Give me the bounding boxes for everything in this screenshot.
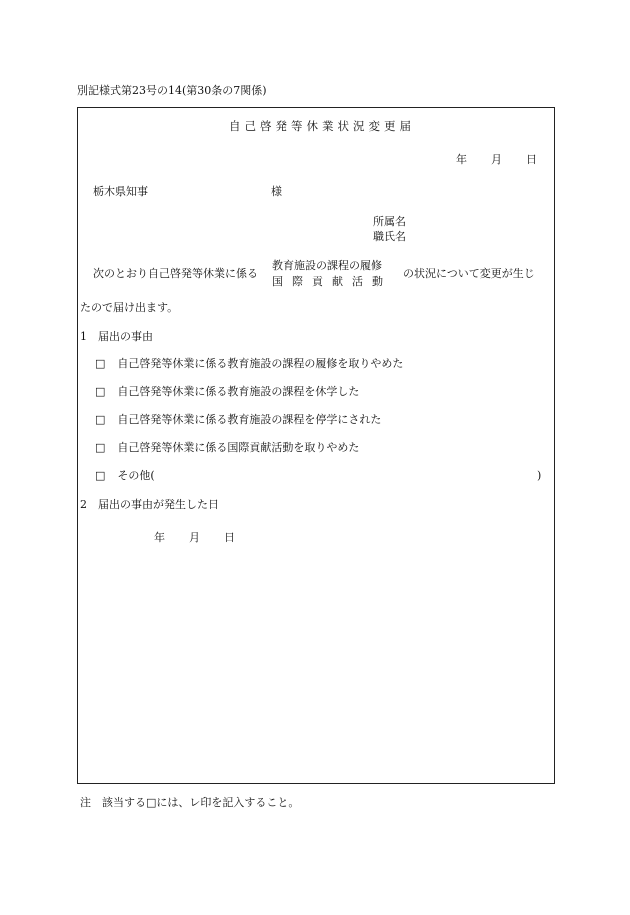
reason-text: 自己啓発等休業に係る教育施設の課程を休学した <box>117 385 360 398</box>
reason-text: その他( <box>117 469 155 482</box>
name-label: 職氏名 <box>373 230 406 243</box>
reason-text: 自己啓発等休業に係る教育施設の課程を停学にされた <box>117 413 382 426</box>
reason-text: 自己啓発等休業に係る国際貢献活動を取りやめた <box>117 441 360 454</box>
body-option-education: 教育施設の課程の履修 <box>272 259 382 272</box>
body-suffix: の状況について変更が生じ <box>403 267 535 280</box>
reason-item-4 <box>95 442 359 453</box>
reason-item-1 <box>95 358 403 369</box>
honorific: 様 <box>271 185 282 198</box>
section2-title: 2 届出の事由が発生した日 <box>80 498 219 511</box>
occurrence-month-label: 月 <box>189 531 200 544</box>
date-year-label: 年 <box>456 153 467 166</box>
occurrence-year-label: 年 <box>154 531 165 544</box>
checkbox-icon: □ <box>95 385 106 398</box>
occurrence-date <box>154 532 235 543</box>
form-reference: 別記様式第23号の14(第30条の7関係) <box>77 84 267 97</box>
footer-note: 注 該当する□には、レ印を記入すること。 <box>80 796 300 809</box>
date-day-label: 日 <box>526 153 537 166</box>
body-option-international: 国際貢献活動 <box>272 275 392 288</box>
checkbox-icon: □ <box>95 469 106 482</box>
reason-item-other <box>95 470 155 481</box>
submission-date <box>456 154 537 165</box>
body-line-2: たので届け出ます。 <box>80 301 179 314</box>
affiliation-label: 所属名 <box>373 215 406 228</box>
reason-item-2 <box>95 386 359 397</box>
section1-title: 1 届出の事由 <box>80 330 153 343</box>
checkbox-icon: □ <box>95 441 106 454</box>
reason-text: 自己啓発等休業に係る教育施設の課程の履修を取りやめた <box>117 357 404 370</box>
checkbox-icon: □ <box>95 357 106 370</box>
checkbox-icon: □ <box>95 413 106 426</box>
other-close-paren: ) <box>537 469 542 482</box>
occurrence-day-label: 日 <box>224 531 235 544</box>
reason-item-3 <box>95 414 381 425</box>
date-month-label: 月 <box>491 153 502 166</box>
addressee: 栃木県知事 <box>93 185 148 198</box>
form-title: 自己啓発等休業状況変更届 <box>229 119 415 133</box>
body-prefix: 次のとおり自己啓発等休業に係る <box>93 267 258 280</box>
